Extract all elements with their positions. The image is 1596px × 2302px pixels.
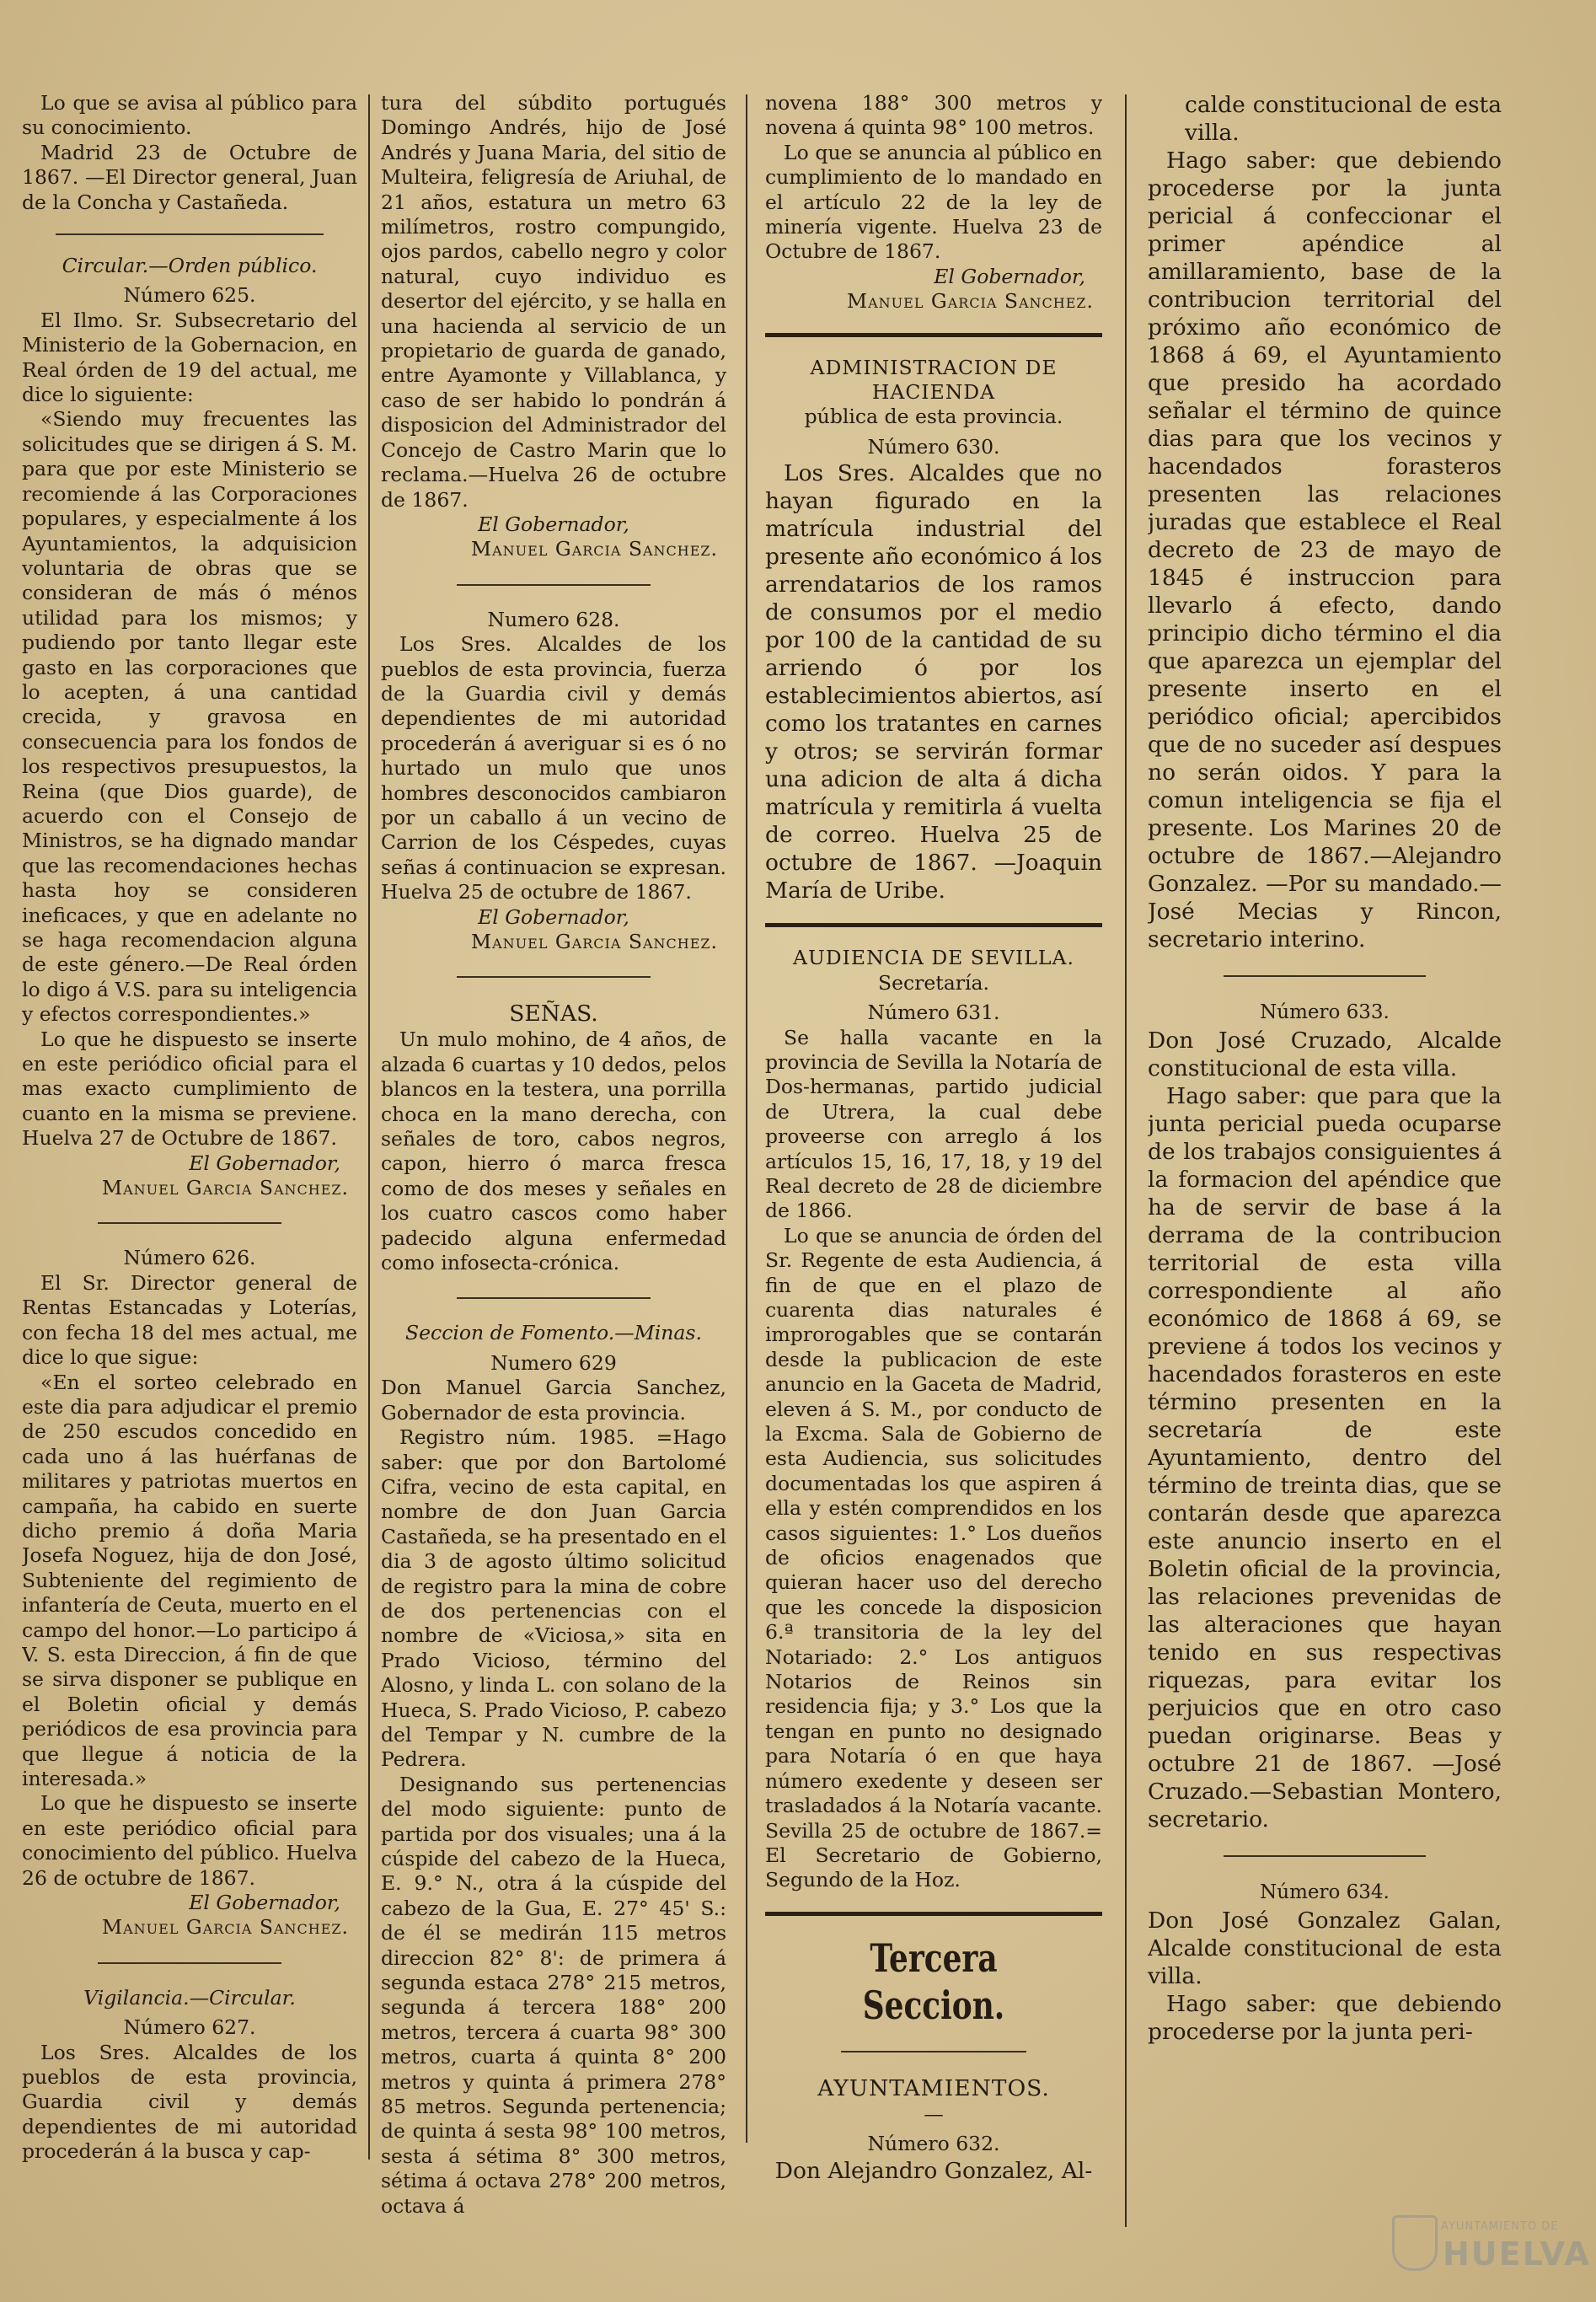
section-subheading: pública de esta provincia. — [804, 405, 1063, 429]
paragraph: Los Sres. Alcaldes de los pueblos de esta provincia, Guardia civil y demás dependientes de mi autoridad procederán á la busca y cap- — [22, 2040, 357, 2164]
notice-number: Número 632. — [867, 2132, 1000, 2156]
paragraph: Los Sres. Alcaldes de los pueblos de esta provincia, fuerza de la Guardia civil y demás dependientes de mi autoridad procederán á averiguar si es ó no hurtado un mulo que unos hombres desconocidos cambiaron por un caballo á un vecino de Carrion de los Céspedes, cuyas señas á continuacion se expresan. Huelva 25 de octubre de 1867. — [381, 632, 726, 904]
archive-watermark-stamp — [1392, 2198, 1591, 2283]
separator — [1224, 975, 1426, 977]
stamp-line: AYUNTAMIENTO DE — [1441, 2220, 1559, 2233]
paragraph: Los Sres. Alcaldes que no hayan figurado en la matrícula industrial del presente año económico á los arrendatarios de los ramos de consumos por el medio por 100 de la cantidad de su arriendo ó por los establecimientos abiertos, así como los tratantes en carnes y otros; se servirán formar una adicion de alta á dicha matrícula y remitirla á vuelta de correo. Huelva 25 de octubre de 1867. —Joaquin María de Uribe. — [765, 460, 1102, 904]
notice-number: Número 630. — [867, 434, 1000, 459]
paragraph: Hago saber: que debiendo procederse por la junta pericial á confeccionar el primer apéndice al amillaramiento, base de la contribucion territorial del próximo año económico de 1868 á 69, el Ayuntamiento que presido ha acordado señalar el término de quince dias para que los vecinos y hacendados forasteros presenten las relaciones juradas que establece el Real decreto de 23 de mayo de 1845 é instruccion para llevarlo á efecto, dando principio dicho término el dia que aparezca un ejemplar del presente inserto en el periódico oficial; apercibidos que de no suceder así despues no serán oidos. Y para la comun inteligencia se fija el presente. Los Marines 20 de octubre de 1867.—Alejandro Gonzalez. —Por su mandado.—José Mecias y Rincon, secretario interino. — [1148, 148, 1502, 952]
signature-title: El Gobernador, — [934, 264, 1085, 288]
section-heading: AUDIENCIA DE SEVILLA. — [793, 946, 1074, 970]
separator — [457, 584, 651, 586]
paragraph: Hago saber: que para que la junta pericial pueda ocuparse de los trabajos consiguientes á la formacion del apéndice que ha de servir de base á la derrama de la contribucion territorial de esta villa correspondiente al año económico de 1868 á 69, se previene á todos los vecinos y hacendados forasteros en este término presenten en la secretaría de este Ayuntamiento, dentro del término de treinta dias, que se contarán desde que aparezca este anuncio inserto en el Boletin oficial de la provincia, las relaciones prevenidas de las alteraciones que hayan tenido en sus respectivas riquezas, para evitar los perjuicios que en otro caso puedan originarse. Beas y octubre 21 de 1867. —José Cruzado.—Sebastian Montero, secretario. — [1148, 1083, 1502, 1832]
notice-number: Número 626. — [123, 1246, 256, 1270]
paragraph: Lo que se avisa al público para su conocimiento. — [22, 91, 357, 140]
separator — [457, 976, 651, 978]
dash: — — [924, 2101, 944, 2126]
signature-title: El Gobernador, — [189, 1151, 340, 1175]
section-heading: Vigilancia.—Circular. — [83, 1985, 296, 2010]
signature-title: El Gobernador, — [478, 512, 629, 536]
section-heading: Circular.—Orden público. — [62, 254, 318, 278]
separator — [765, 923, 1102, 927]
notice-number: Número 631. — [867, 1001, 1000, 1025]
paragraph: «En el sorteo celebrado en este dia para adjudicar el premio de 250 escudos concedido en cada uno á las huérfanas de militares y patriotas muertos en campaña, ha cabido en suerte dicho premio á doña Maria Josefa Noguez, hija de don José, Subteniente del regimiento de infantería de Ceuta, muerto en el campo del honor.—Lo participo á V. S. esta Direccion, á fin de que se sirva disponer se publique en el Boletin oficial y demás periódicos de esa provincia para que llegue á noticia de la interesada.» — [22, 1370, 357, 1790]
paragraph: El Sr. Director general de Rentas Estancadas y Loterías, con fecha 18 del mes actual, me dice lo que sigue: — [22, 1270, 357, 1370]
paragraph: Don José Gonzalez Galan, Alcalde constitucional de esta villa. — [1148, 1908, 1502, 1989]
section-heading: ADMINISTRACION DE HACIENDA — [810, 355, 1058, 405]
column-3 — [765, 91, 1102, 2249]
column-divider — [746, 94, 747, 2143]
separator — [457, 1297, 651, 1299]
paragraph: Lo que he dispuesto se inserte en este periódico oficial para el mas exacto cumplimiento de cuanto en la misma se previene. Huelva 27 de Octubre de 1867. — [22, 1027, 357, 1151]
signature-title: El Gobernador, — [189, 1891, 340, 1915]
paragraph: Un mulo mohino, de 4 años, de alzada 6 cuartas y 10 dedos, pelos blancos en la testera, una porrilla choca en la mano derecha, con señales de toro, cabos negros, capon, hierro ó marca fresca como de dos meses y señales en los cuatro cascos como haber padecido alguna enfermedad como infosecta-crónica. — [381, 1028, 726, 1275]
paragraph: Registro núm. 1985. =Hago saber: que por don Bartolomé Cifra, vecino de esta capital, en nombre de don Juan Garcia Castañeda, se ha presentado en el dia 3 de agosto último solicitud de registro para la mina de cobre de dos pertenencias con el nombre de «Viciosa,» sita en Prado Vicioso, término del Alosno, y linda L. con solano de la Hueca, S. Prado Vicioso, P. cabezo del Tempar y N. cumbre de la Pedrera. — [381, 1425, 726, 1772]
signature-title: El Gobernador, — [478, 904, 629, 929]
paragraph: Madrid 23 de Octubre de 1867. —El Director general, Juan de la Concha y Castañeda. — [22, 140, 357, 214]
separator — [56, 233, 324, 235]
paragraph: Don Alejandro Gonzalez, Al- — [774, 2157, 1093, 2184]
separator — [98, 1962, 281, 1964]
signature-name: Manuel Garcia Sanchez. — [847, 289, 1094, 314]
column-4 — [1148, 91, 1502, 2249]
paragraph: Hago saber: que debiendo procederse por la junta peri- — [1148, 1991, 1502, 2045]
paragraph: calde constitucional de esta villa. — [1185, 92, 1502, 146]
separator — [765, 333, 1102, 337]
part-heading: Tercera Seccion. — [862, 1934, 1005, 2028]
column-1 — [22, 91, 357, 2249]
paragraph: «Siendo muy frecuentes las solicitudes que se dirigen á S. M. para que por este Ministerio se recomiende á las Corporaciones populares, y especialmente á los Ayuntamientos, la adquisicion voluntaria de obras que se consideran de más ó ménos utilidad para los mismos; y pudiendo por tanto llegar este gasto en las corporaciones que lo acepten, á una cantidad crecida, y gravosa en consecuencia para los fondos de los respectivos presupuestos, la Reina (que Dios guarde), de acuerdo con el Consejo de Ministros, se ha dignado mandar que las recomendaciones hechas hasta hoy se consideren ineficaces, y que en adelante no se haga recomendacion alguna de este género.—De Real órden lo digo á V.S. para su inteligencia y efectos correspondientes.» — [22, 407, 357, 1027]
notice-number: Número 627. — [123, 2015, 256, 2040]
column-2 — [381, 91, 726, 2249]
paragraph: Lo que he dispuesto se inserte en este periódico oficial para conocimiento del público. Huelva 26 de octubre de 1867. — [22, 1791, 357, 1890]
paragraph: El Ilmo. Sr. Subsecretario del Ministerio de la Gobernacion, en Real órden de 19 del actual, me dice lo siguiente: — [22, 308, 357, 407]
signature-name: Manuel Garcia Sanchez. — [102, 1915, 349, 1940]
separator — [1224, 1855, 1426, 1857]
separator — [841, 2051, 1026, 2052]
signature-name: Manuel Garcia Sanchez. — [102, 1176, 349, 1200]
notice-number: Número 625. — [123, 283, 256, 308]
paragraph: Lo que se anuncia al público en cumplimiento de lo mandado en el artículo 22 de la ley de minería vigente. Huelva 23 de Octubre de 1867. — [765, 140, 1102, 264]
column-divider — [368, 94, 370, 2160]
section-heading: Seccion de Fomento.—Minas. — [405, 1321, 702, 1345]
separator — [765, 1912, 1102, 1916]
notice-number: Número 634. — [1260, 1881, 1390, 1903]
section-heading: SEÑAS. — [509, 1001, 598, 1028]
separator — [98, 1222, 281, 1224]
paragraph: tura del súbdito portugués Domingo Andrés, hijo de José Andrés y Juana Maria, del sitio de Multeira, feligresía de Ariuhal, de 21 años, estatura un metro 63 milímetros, rostro compungido, ojos pardos, cabello negro y color natural, cuyo individuo es desertor del ejército, y se halla en una hacienda al servicio de un propietario de guarda de ganado, entre Ayamonte y Villablanca, y caso de ser habido lo pondrán á disposicion del Administrador del Concejo de Castro Marin que lo reclama.—Huelva 26 de octubre de 1867. — [381, 91, 726, 512]
notice-number: Numero 629 — [490, 1350, 617, 1375]
paragraph: Don Manuel Garcia Sanchez, Gobernador de esta provincia. — [381, 1376, 726, 1425]
notice-number: Número 633. — [1260, 1001, 1390, 1023]
signature-name: Manuel Garcia Sanchez. — [471, 930, 718, 953]
paragraph: Lo que se anuncia de órden del Sr. Regente de esta Audiencia, á fin de que en el plazo de cuarenta dias naturales é improrogables que se contarán desde la publicacion de este anuncio en la Gaceta de Madrid, eleven á S. M., por conducto de la Excma. Sala de Gobierno de esta Audiencia, sus solicitudes documentadas los que aspiren á ella y estén comprendidos en los casos siguientes: 1.° Los dueños de oficios enagenados que quieran hacer uso del derecho que les concede la disposicion 6.ª transitoria de la ley del Notariado: 2.° Los antiguos Notarios de Reinos sin residencia fija; y 3.° Los que la tengan en punto no designado para Notaría ó en que haya número exedente y deseen ser trasladados á la Notaría vacante. Sevilla 25 de octubre de 1867.= El Secretario de Gobierno, Segundo de la Hoz. — [765, 1223, 1102, 1892]
paragraph: Don José Cruzado, Alcalde constitucional de esta villa. — [1148, 1028, 1502, 1081]
crest-icon — [1392, 2215, 1438, 2271]
paragraph: Se halla vacante en la provincia de Sevilla la Notaría de Dos-hermanas, partido judicial de Utrera, la cual debe proveerse con arreglo á los artículos 15, 16, 17, 18, y 19 del Real decreto de 28 de diciembre de 1866. — [765, 1025, 1102, 1223]
signature-name: Manuel Garcia Sanchez. — [471, 537, 718, 561]
section-heading: AYUNTAMIENTOS. — [817, 2074, 1050, 2101]
section-subheading: Secretaría. — [878, 970, 989, 995]
stamp-line: HUELVA — [1443, 2235, 1591, 2272]
paragraph: Designando sus pertenencias del modo siguiente: punto de partida por dos visuales; una á la cúspide del cabezo de la Hueca, E. 9.° N., otra á la cúspide del cabezo de la Gua, E. 27° 45' S.: de él se medirán 115 metros direccion 82° 8': de primera á segunda estaca 278° 215 metros, segunda á tercera 188° 200 metros, tercera á cuarta 98° 300 metros, cuarta á quinta 8° 200 metros y quinta á primera 278° 85 metros. Segunda pertenencia; de quinta á sesta 98° 100 metros, sesta á sétima 8° 300 metros, sétima á octava 278° 200 metros, octava á — [381, 1772, 726, 2218]
notice-number: Numero 628. — [487, 607, 620, 631]
paragraph: novena 188° 300 metros y novena á quinta 98° 100 metros. — [765, 91, 1102, 140]
column-divider — [1125, 94, 1127, 2227]
